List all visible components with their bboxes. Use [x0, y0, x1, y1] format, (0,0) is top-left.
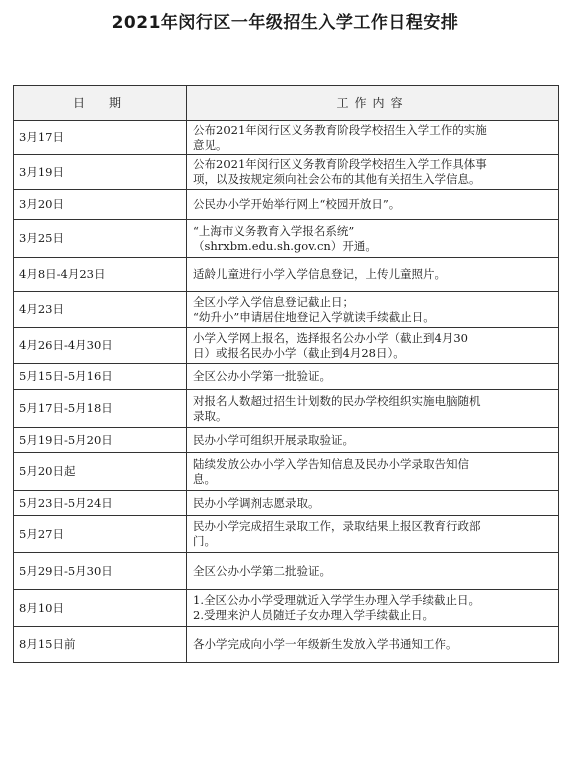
- content-line: 适龄儿童进行小学入学信息登记，上传儿童照片。: [193, 267, 446, 281]
- row-date: 4月8日-4月23日: [14, 258, 187, 292]
- content-line: 1.全区公办小学受理就近入学学生办理入学手续截止日。: [193, 593, 480, 607]
- content-line: 公民办小学开始举行网上“校园开放日”。: [193, 197, 401, 211]
- content-line: “上海市义务教育入学报名系统”: [193, 223, 355, 238]
- row-date: 5月27日: [14, 516, 187, 553]
- row-content: [187, 553, 559, 590]
- row-content: [187, 190, 559, 220]
- row-content: [187, 364, 559, 390]
- content-line: 民办小学调剂志愿录取。: [193, 495, 320, 510]
- content-line: 意见。: [193, 137, 228, 152]
- content-line: （shrxbm.edu.sh.gov.cn）开通。: [193, 238, 377, 253]
- row-date: 4月26日-4月30日: [14, 328, 187, 364]
- content-line: 民办小学可组织开展录取验证。: [193, 432, 354, 447]
- table-row: [14, 328, 559, 364]
- row-content: [187, 590, 559, 627]
- table-row: [14, 121, 559, 155]
- row-date: 5月19日-5月20日: [14, 428, 187, 453]
- content-line: 项，以及按规定须向社会公布的其他有关招生入学信息。: [193, 172, 481, 186]
- table-row: [14, 627, 559, 663]
- header-date: 日 期: [14, 86, 187, 121]
- content-line: 小学入学网上报名，选择报名公办小学（截止到4月30: [193, 330, 468, 345]
- table-row: [14, 220, 559, 258]
- table-body: [14, 121, 559, 663]
- content-line: 各小学完成向小学一年级新生发放入学书通知工作。: [193, 637, 458, 651]
- table-row: [14, 258, 559, 292]
- row-content: [187, 627, 559, 663]
- content-line: 公布2021年闵行区义务教育阶段学校招生入学工作的实施: [193, 122, 487, 137]
- row-date: 5月17日-5月18日: [14, 390, 187, 428]
- row-date: 3月19日: [14, 155, 187, 190]
- content-line: 全区公办小学第一批验证。: [193, 369, 331, 383]
- content-line: 全区小学入学信息登记截止日；: [193, 294, 354, 309]
- content-line: 全区公办小学第二批验证。: [193, 563, 331, 578]
- schedule-table: [13, 85, 559, 663]
- content-line: 陆续发放公办小学入学告知信息及民办小学录取告知信: [193, 456, 469, 471]
- row-content: [187, 258, 559, 292]
- table-row: [14, 364, 559, 390]
- row-content: [187, 491, 559, 516]
- table-row: [14, 491, 559, 516]
- row-content: [187, 121, 559, 155]
- row-content: [187, 220, 559, 258]
- content-line: 公布2021年闵行区义务教育阶段学校招生入学工作具体事: [193, 157, 487, 171]
- row-date: 4月23日: [14, 292, 187, 328]
- table-header-row: [14, 86, 559, 121]
- row-date: 3月17日: [14, 121, 187, 155]
- row-content: [187, 155, 559, 190]
- table-row: [14, 190, 559, 220]
- content-line: 2.受理来沪人员随迁子女办理入学手续截止日。: [193, 608, 434, 622]
- header-content: 工作内容: [187, 86, 559, 121]
- row-content: [187, 428, 559, 453]
- row-content: [187, 453, 559, 491]
- table-row: [14, 553, 559, 590]
- row-content: [187, 292, 559, 328]
- row-date: 8月10日: [14, 590, 187, 627]
- content-line: “幼升小”申请居住地登记入学就读手续截止日。: [193, 309, 435, 324]
- row-date: 8月15日前: [14, 627, 187, 663]
- row-content: [187, 328, 559, 364]
- row-content: [187, 390, 559, 428]
- table-row: [14, 155, 559, 190]
- table-row: [14, 390, 559, 428]
- table-row: [14, 292, 559, 328]
- page-title: 2021年闵行区一年级招生入学工作日程安排: [111, 13, 459, 33]
- row-content: [187, 516, 559, 553]
- content-line: 日）或报名民办小学（截止到4月28日）。: [193, 345, 405, 360]
- content-line: 息。: [193, 471, 216, 486]
- content-line: 门。: [193, 534, 216, 548]
- row-date: 3月25日: [14, 220, 187, 258]
- content-line: 对报名人数超过招生计划数的民办学校组织实施电脑随机: [193, 393, 481, 408]
- content-line: 录取。: [193, 408, 228, 423]
- row-date: 5月20日起: [14, 453, 187, 491]
- table-row: [14, 516, 559, 553]
- row-date: 5月15日-5月16日: [14, 364, 187, 390]
- row-date: 5月23日-5月24日: [14, 491, 187, 516]
- row-date: 3月20日: [14, 190, 187, 220]
- table-row: [14, 453, 559, 491]
- table-row: [14, 590, 559, 627]
- row-date: 5月29日-5月30日: [14, 553, 187, 590]
- table-row: [14, 428, 559, 453]
- content-line: 民办小学完成招生录取工作，录取结果上报区教育行政部: [193, 519, 481, 533]
